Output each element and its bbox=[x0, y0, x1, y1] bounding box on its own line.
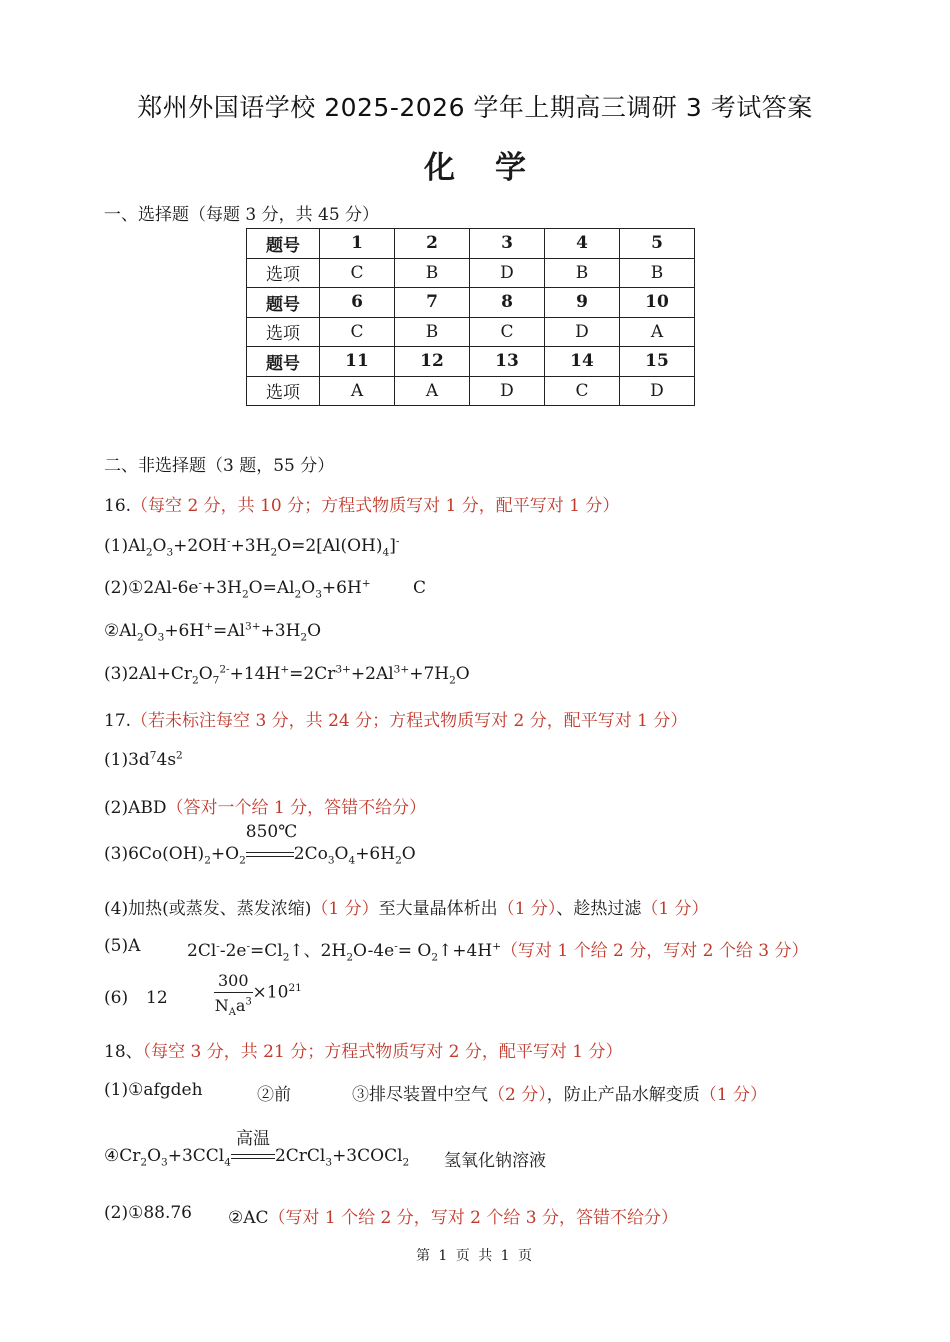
q17-header bbox=[104, 706, 687, 731]
q17-part5-equations: $2Cl^--2e^-=Cl_2↑$、$2H_2O-4e^-=$ $O_2↑+4H^+$（写对 1 个给 2 分，写对 2 个给 3 分） bbox=[187, 940, 809, 964]
q18-part2-1: (2)①88.76 bbox=[104, 1203, 192, 1223]
row-label: 选项 bbox=[247, 376, 320, 406]
row-label: 选项 bbox=[247, 317, 320, 347]
question-number-cell: 8 bbox=[470, 288, 545, 318]
question-number-cell: 14 bbox=[545, 347, 620, 377]
q17-part6-label: (6) bbox=[104, 988, 129, 1008]
question-number-row bbox=[247, 288, 695, 318]
question-number-cell: 10 bbox=[620, 288, 695, 318]
answer-cell: C bbox=[545, 376, 620, 406]
answer-cell: D bbox=[545, 317, 620, 347]
q16-part2-1: $(2)①2Al-6e^-+3H_2O=Al_2O_3+6H^+$ bbox=[104, 577, 371, 601]
question-number-cell: 5 bbox=[620, 229, 695, 259]
q17-part1: $(1)3d^74s^2$ bbox=[104, 749, 183, 770]
q17-part2: (2)ABD（答对一个给 1 分，答错不给分） bbox=[104, 798, 427, 818]
q18-part1-2: ②前 bbox=[257, 1085, 291, 1105]
answer-cell: C bbox=[320, 258, 395, 288]
reaction-condition: 高温 bbox=[231, 1146, 275, 1166]
q16-part2-answer: C bbox=[413, 578, 427, 598]
row-label: 选项 bbox=[247, 258, 320, 288]
q17-part6-value: 12 bbox=[146, 988, 168, 1008]
q16-number: 16. bbox=[104, 496, 132, 516]
q17-part6-formula: $\frac{300}{N_Aa^3}$ $\times 10^{21}$ bbox=[214, 971, 302, 1019]
question-number-cell: 1 bbox=[320, 229, 395, 259]
answer-cell: B bbox=[395, 258, 470, 288]
q18-number: 18、 bbox=[104, 1042, 143, 1062]
question-number-cell: 9 bbox=[545, 288, 620, 318]
question-number-cell: 15 bbox=[620, 347, 695, 377]
answer-cell: B bbox=[620, 258, 695, 288]
q17-part5: (5)A bbox=[104, 936, 141, 956]
q16-part1: $(1)Al_2O_3+2OH^-+3H_2O=2[Al(OH)_4]^-$ bbox=[104, 535, 400, 559]
row-label: 题号 bbox=[247, 347, 320, 377]
reaction-condition: 850℃ bbox=[246, 844, 294, 864]
answer-row bbox=[247, 376, 695, 406]
q16-scoring-note: （每空 2 分，共 10 分；方程式物质写对 1 分，配平写对 1 分） bbox=[131, 496, 620, 516]
answer-cell: A bbox=[620, 317, 695, 347]
question-number-cell: 7 bbox=[395, 288, 470, 318]
section2-heading: 二、非选择题（3 题，55 分） bbox=[104, 456, 335, 476]
answer-cell: C bbox=[320, 317, 395, 347]
answer-cell: A bbox=[395, 376, 470, 406]
question-number-row bbox=[247, 347, 695, 377]
question-number-cell: 6 bbox=[320, 288, 395, 318]
question-number-cell: 13 bbox=[470, 347, 545, 377]
answer-cell: D bbox=[470, 258, 545, 288]
question-number-cell: 11 bbox=[320, 347, 395, 377]
page-footer: 第 1 页 共 1 页 bbox=[415, 1248, 535, 1264]
document-title: 郑州外国语学校 2025-2026 学年上期高三调研 3 考试答案 bbox=[137, 93, 813, 122]
q16-part2-2: $②Al_2O_3+6H^+=Al^{3+}+3H_2O$ bbox=[104, 620, 322, 644]
question-number-cell: 3 bbox=[470, 229, 545, 259]
q17-part3: $(3)6Co(OH)_2+O_2$ 850℃ $2Co_3O_4+6H_2O$ bbox=[104, 822, 416, 867]
q18-part2-2: ②AC（写对 1 个给 2 分，写对 2 个给 3 分，答错不给分） bbox=[228, 1208, 679, 1228]
answer-row bbox=[247, 258, 695, 288]
answer-cell: D bbox=[470, 376, 545, 406]
question-number-row bbox=[247, 229, 695, 259]
answer-cell: C bbox=[470, 317, 545, 347]
q18-part1-4: $④Cr_2O_3+3CCl_4$ 高温 2CrCl$_3$+3COCl$_2$ bbox=[104, 1129, 410, 1169]
question-number-cell: 12 bbox=[395, 347, 470, 377]
q18-scoring-note: （每空 3 分，共 21 分；方程式物质写对 2 分，配平写对 1 分） bbox=[142, 1042, 623, 1062]
q16-part3: $(3)2Al+Cr_2O_7^{2-}+14H^+=2Cr^{3+}+2Al^{3+}+7H_2O$ bbox=[104, 663, 470, 687]
q18-part1-4-answer: 氢氧化钠溶液 bbox=[444, 1151, 546, 1171]
row-label: 题号 bbox=[247, 288, 320, 318]
section1-heading: 一、选择题（每题 3 分，共 45 分） bbox=[104, 205, 380, 225]
q18-part1-1: (1)①afgdeh bbox=[104, 1080, 203, 1100]
answer-cell: B bbox=[545, 258, 620, 288]
row-label: 题号 bbox=[247, 229, 320, 259]
q18-header bbox=[104, 1037, 622, 1062]
answer-cell: D bbox=[620, 376, 695, 406]
q18-part1-3: ③排尽装置中空气（2 分），防止产品水解变质（1 分） bbox=[352, 1085, 767, 1105]
q17-part4: (4)加热(或蒸发、蒸发浓缩)（1 分）至大量晶体析出（1 分）、趁热过滤（1 分） bbox=[104, 899, 709, 919]
answer-cell: A bbox=[320, 376, 395, 406]
q17-number: 17. bbox=[104, 711, 132, 731]
fraction: $\frac{300}{N_Aa^3}$ bbox=[214, 971, 252, 1019]
q16-header bbox=[104, 491, 619, 516]
subject-heading: 化学 bbox=[424, 150, 566, 186]
answer-table bbox=[246, 228, 695, 406]
answer-cell: B bbox=[395, 317, 470, 347]
q17-scoring-note: （若未标注每空 3 分，共 24 分；方程式物质写对 2 分，配平写对 1 分） bbox=[131, 711, 688, 731]
question-number-cell: 2 bbox=[395, 229, 470, 259]
question-number-cell: 4 bbox=[545, 229, 620, 259]
answer-row bbox=[247, 317, 695, 347]
